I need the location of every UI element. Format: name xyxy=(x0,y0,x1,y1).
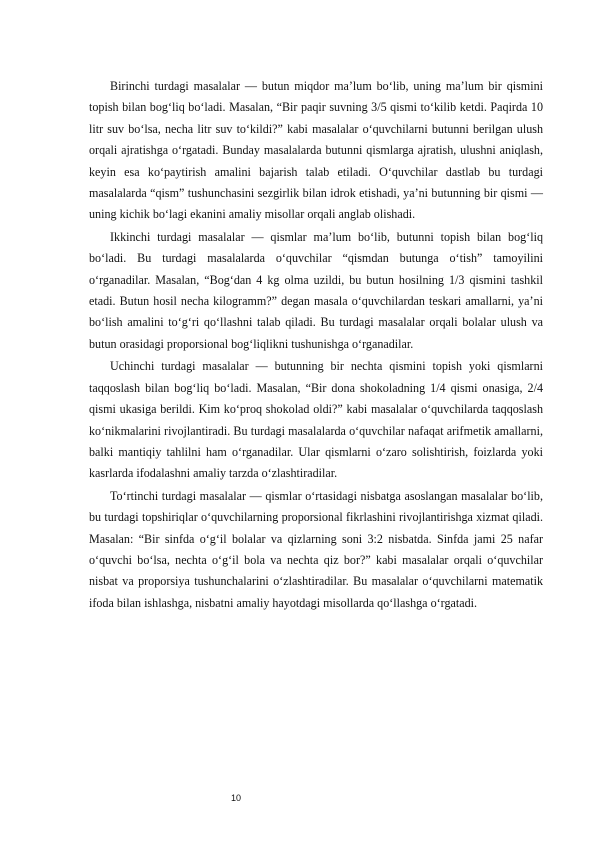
document-body xyxy=(89,76,543,615)
page-number: 10 xyxy=(231,793,242,803)
paragraph-fourth-type: To‘rtinchi turdagi masalalar — qismlar o‘rtasidagi nisbatga asoslangan masalalar bo‘lib, bu turdagi topshiriqlar o‘quvchilarning proporsional fikrlashini rivojlantirishga xizmat qiladi. Masalan: “Bir sinfda o‘g‘il bolalar va qizlarning soni 3:2 nisbatda. Sinfda jami 25 nafar o‘quvchi bo‘lsa, nechta o‘g‘il bola va nechta qiz bor?” kabi masalalar orqali o‘quvchilar nisbat va proporsiya tushunchalarini o‘zlashtiradilar. Bu masalalar o‘quvchilarni matematik ifoda bilan ishlashga, nisbatni amaliy hayotdagi misollarda qo‘llashga o‘rgatadi. xyxy=(89,488,543,610)
paragraph-third-type: Uchinchi turdagi masalalar — butunning bir nechta qismini topish yoki qismlarni taqqoslash bilan bog‘liq bo‘ladi. Masalan, “Bir dona shokoladning 1/4 qismi onasiga, 2/4 qismi ukasiga berildi. Kim ko‘proq shokolad oldi?” kabi masalalar o‘quvchilarda taqqoslash ko‘nikmalarini rivojlantiradi. Bu turdagi masalalarda o‘quvchilar nafaqat arifmetik amallarni, balki mantiqiy tahlilni ham o‘rganadilar. Ular qismlarni o‘zaro solishtirish, foizlarda yoki kasrlarda ifodalashni amaliy tarzda o‘zlashtiradilar. xyxy=(89,359,543,481)
paragraph-first-type: Birinchi turdagi masalalar — butun miqdor ma’lum bo‘lib, uning ma’lum bir qismini topish bilan bog‘liq bo‘ladi. Masalan, “Bir paqir suvning 3/5 qismi to‘kilib ketdi. Paqirda 10 litr suv bo‘lsa, necha litr suv to‘kildi?” kabi masalalar o‘quvchilarni butunni berilgan ulush orqali ajratishga o‘rgatadi. Bunday masalalarda butunni qismlarga ajratish, ulushni aniqlash, keyin esa ko‘paytirish amalini bajarish talab etiladi. O‘quvchilar dastlab bu turdagi masalalarda “qism” tushunchasini sezgirlik bilan idrok etishadi, ya’ni butunning bir qismi — uning kichik bo‘lagi ekanini amaliy misollar orqali anglab olishadi. xyxy=(89,79,543,222)
paragraph-second-type: Ikkinchi turdagi masalalar — qismlar ma’lum bo‘lib, butunni topish bilan bog‘liq bo‘ladi. Bu turdagi masalalarda o‘quvchilar “qismdan butunga o‘tish” tamoyilini o‘rganadilar. Masalan, “Bog‘dan 4 kg olma uzildi, bu butun hosilning 1/3 qismini tashkil etadi. Butun hosil necha kilogramm?” degan masala o‘quvchilardan teskari amallarni, ya’ni bo‘lish amalini to‘g‘ri qo‘llashni talab qiladi. Bu turdagi masalalar orqali bolalar ulush va butun orasidagi proporsional bog‘liqlikni tushunishga o‘rganadilar. xyxy=(89,229,543,351)
